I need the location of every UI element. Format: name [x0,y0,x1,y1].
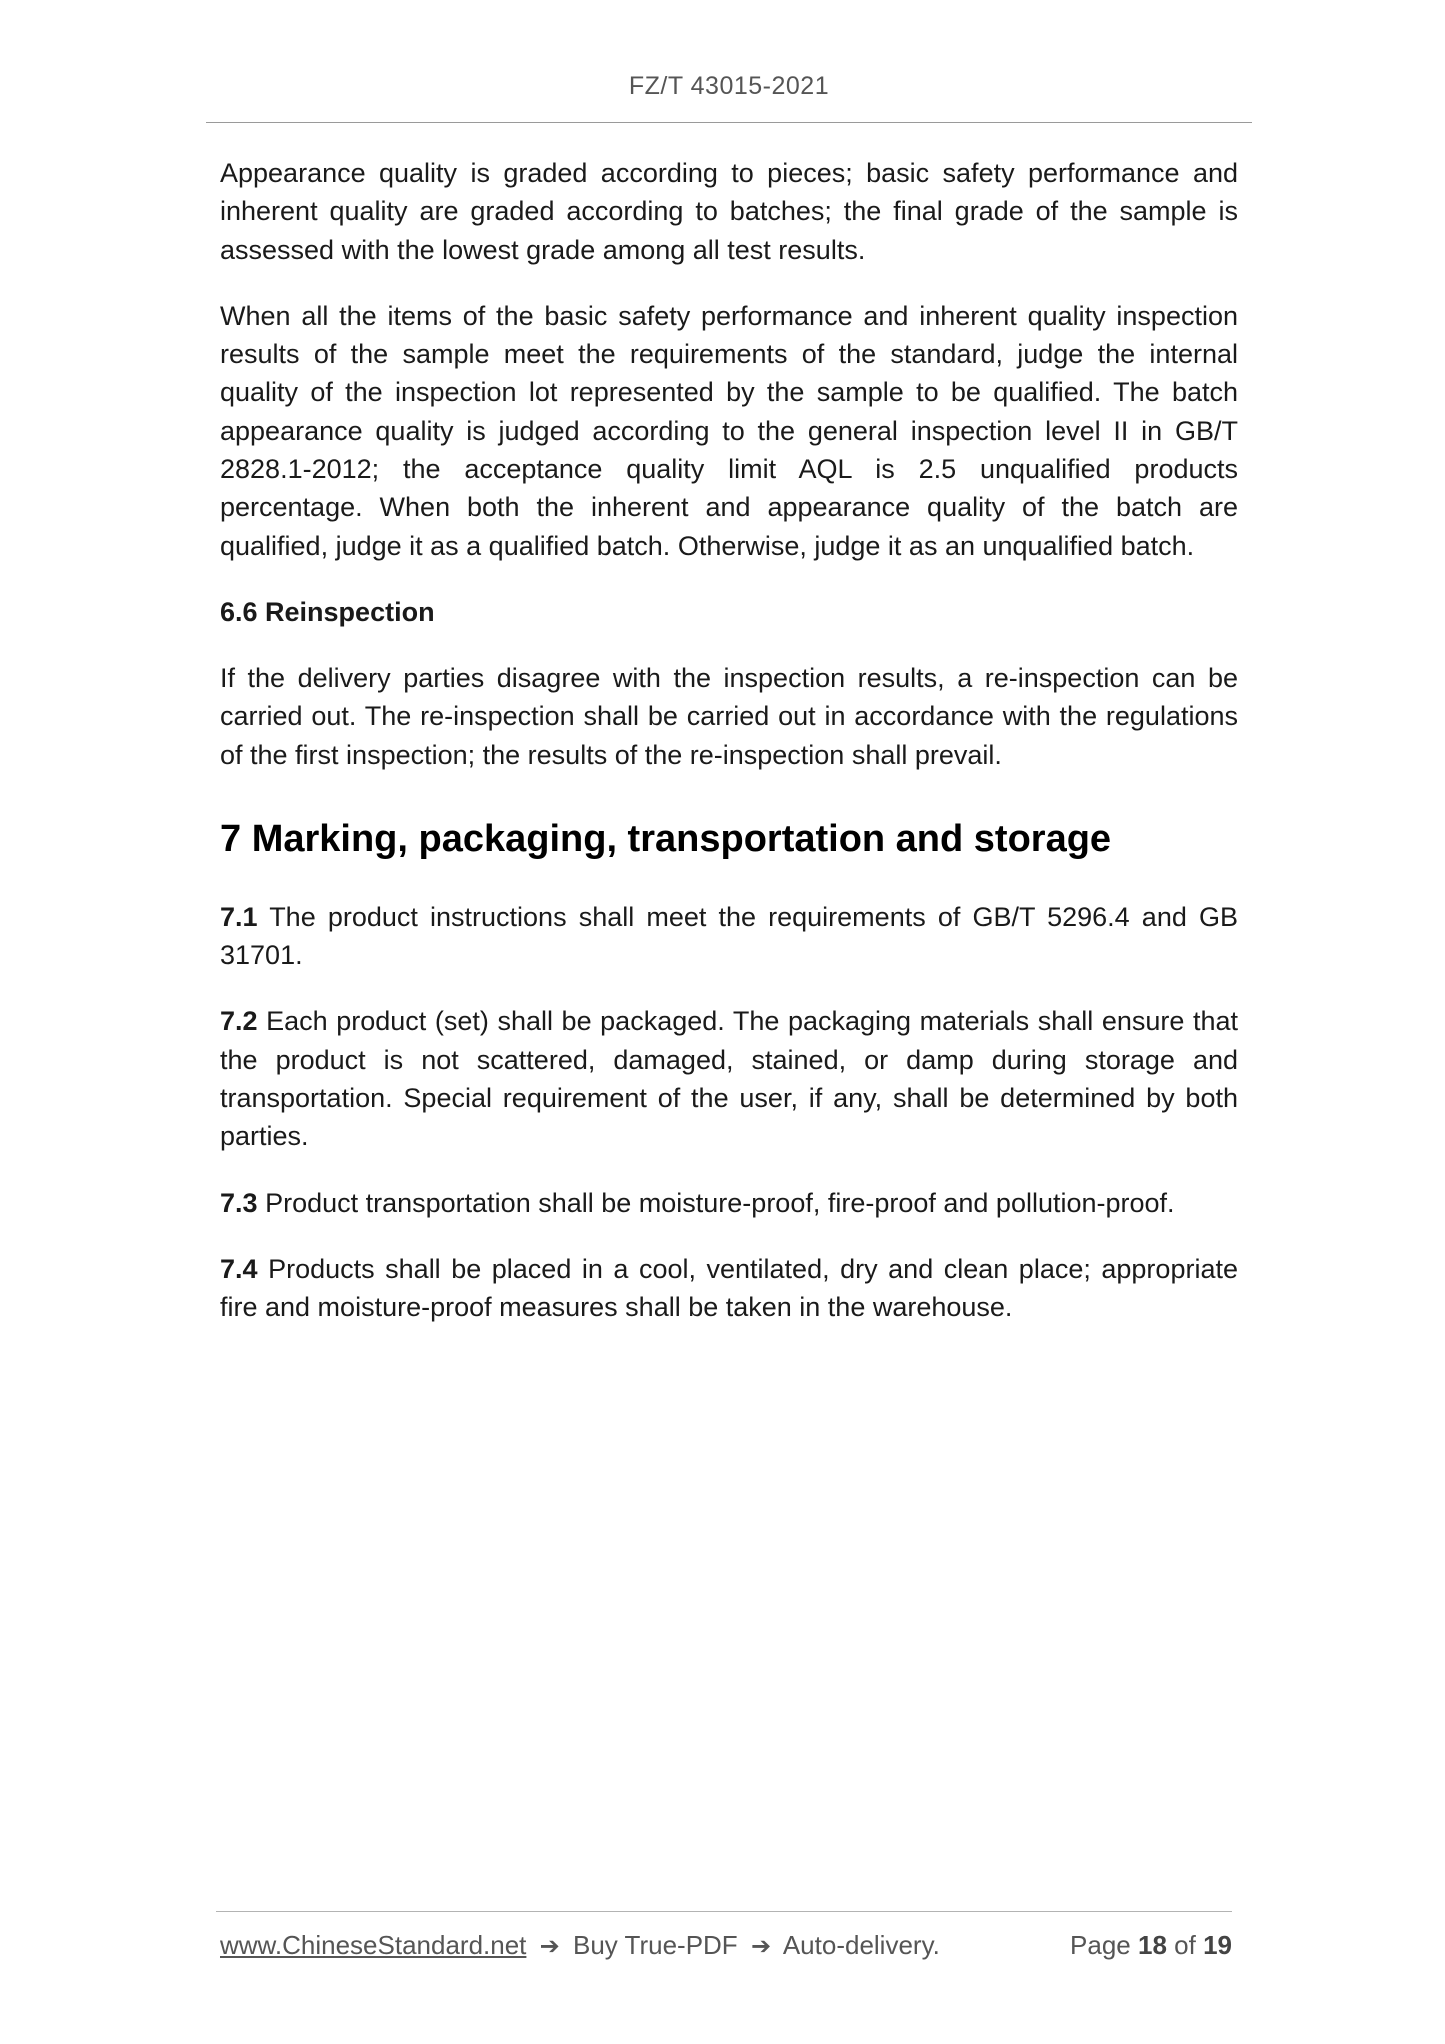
clause-7-2 [220,1002,1238,1155]
clause-7-1-text: The product instructions shall meet the requirements of GB/T 5296.4 and GB 31701. [220,901,1238,971]
section-7-heading: 7 Marking, packaging, transportation and storage [220,817,1112,860]
of-label: of [1174,1930,1196,1960]
clause-7-3-number: 7.3 [220,1187,258,1218]
judgement-paragraph: When all the items of the basic safety performance and inherent quality inspection results of the sample meet the requirements of the standard, judge the internal quality of the inspection lot represented by the sample to be qualified. The batch appearance quality is judged according to the general inspection level II in GB/T 2828.1-2012; the acceptance quality limit AQL is 2.5 unqualified products percentage. When both the inherent and appearance quality of the batch are qualified, judge it as a qualified batch. Otherwise, judge it as an unqualified batch. [220,300,1238,561]
document-id-header: FZ/T 43015-2021 [628,72,830,100]
clause-7-1-number: 7.1 [220,901,258,932]
page-number [1070,1930,1232,1961]
buy-true-pdf-text: Buy True-PDF [572,1930,738,1960]
page-label: Page [1070,1930,1131,1960]
clause-7-3-text: Product transportation shall be moisture-proof, fire-proof and pollution-proof. [265,1187,1175,1218]
clause-7-4-text: Products shall be placed in a cool, ventilated, dry and clean place; appropriate fire and moisture-proof measures shall be taken in the warehouse. [220,1253,1238,1323]
clause-7-4-number: 7.4 [220,1253,258,1284]
footer-promo [220,1930,940,1961]
clause-7-1 [220,898,1238,975]
website-link[interactable]: www.ChineseStandard.net [220,1930,527,1960]
clause-7-3 [220,1184,1238,1222]
reinspection-paragraph: If the delivery parties disagree with the inspection results, a re-inspection can be carried out. The re-inspection shall be carried out in accordance with the regulations of the first inspection; the results of the re-inspection shall prevail. [220,662,1238,770]
subsection-6-6-title: 6.6 Reinspection [220,596,435,627]
footer-divider [216,1911,1232,1912]
clause-7-2-text: Each product (set) shall be packaged. The packaging materials shall ensure that the product is not scattered, damaged, stained, or damp during storage and transportation. Special requirement of the user, if any, shall be determined by both parties. [220,1006,1238,1152]
right-arrow-icon: ➔ [750,1932,772,1960]
current-page-number: 18 [1138,1930,1167,1960]
clause-7-4 [220,1250,1238,1327]
clause-7-2-number: 7.2 [220,1006,258,1037]
total-pages-number: 19 [1203,1930,1232,1960]
auto-delivery-text: Auto-delivery. [782,1930,940,1960]
page-footer [220,1930,1232,1966]
header-divider [206,122,1252,123]
page-content [220,154,1238,1355]
grading-paragraph: Appearance quality is graded according to pieces; basic safety performance and inherent quality are graded according to batches; the final grade of the sample is assessed with the lowest grade among all test results. [220,158,1238,265]
right-arrow-icon: ➔ [539,1932,560,1960]
